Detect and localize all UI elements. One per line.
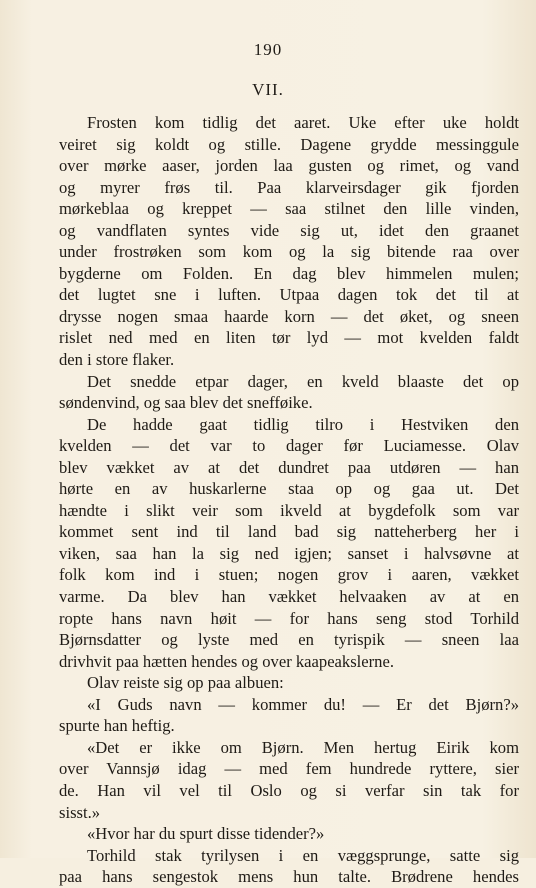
text-line: Torhild stak tyrilysen i en væggsprunge, satte sig (87, 845, 519, 865)
text-line: hændte i slikt veir som ikveld at bygdefolk som var (59, 500, 519, 520)
text-line: viken, saa han la sig ned igjen; sanset i halvsøvne at (59, 543, 519, 563)
text-line: De hadde gaat tidlig tilro i Hestviken den (87, 414, 519, 434)
text-line: «Hvor har du spurt disse tidender?» (87, 824, 325, 844)
text-line: ropte hans navn høit — for hans seng stod Torhild (59, 608, 519, 628)
text-line: kommet sent ind til land bad sig natteherberg her i (59, 522, 519, 542)
text-line: over Vannsjø idag — med fem hundrede ryttere, sier (59, 759, 519, 779)
text-line: Frosten kom tidlig det aaret. Uke efter uke holdt (87, 113, 519, 132)
text-line: det lugtet sne i luften. Utpaa dagen tok det til at (59, 285, 519, 305)
text-line: sisst.» (59, 802, 101, 822)
text-line: Bjørnsdatter og lyste med en tyrispik — sneen laa (59, 630, 519, 650)
text-line: de. Han vil vel til Oslo og si verfar sin tak for (59, 780, 519, 800)
text-line: hørte en av huskarlerne staa op og gaa ut. Det (59, 479, 519, 499)
text-line: drysse nogen smaa haarde korn — det øket, og sneen (59, 306, 519, 326)
text-line: drivhvit paa hætten hendes og over kaapeakslerne. (59, 651, 394, 671)
text-line: spurte han heftig. (59, 716, 175, 736)
text-line: kvelden — det var to dager før Luciamesse. Olav (59, 436, 519, 456)
text-line: søndenvind, og saa blev det snefføike. (59, 393, 313, 413)
text-line: og vandflaten syntes vide sig ut, idet den graanet (59, 220, 519, 240)
text-line: blev vækket av at det dundret paa utdøren — han (59, 457, 519, 477)
text-line: folk kom ind i stuen; nogen grov i aaren, vækket (59, 565, 519, 585)
text-line: Det snedde etpar dager, en kveld blaaste det op (87, 371, 519, 391)
text-line: «I Guds navn — kommer du! — Er det Bjørn?» (87, 694, 519, 714)
page-number: 190 (253, 40, 283, 59)
text-line: Olav reiste sig op paa albuen: (87, 673, 284, 693)
body-text (59, 112, 519, 888)
text-line: mørkeblaa og kreppet — saa stilnet den lille vinden, (59, 199, 519, 219)
text-line: over mørke aaser, jorden laa gusten og rimet, og vand (59, 156, 519, 176)
text-line: paa hans sengestok mens hun talte. Brødrene hendes (59, 867, 519, 887)
text-line: bygderne om Folden. En dag blev himmelen mulen; (59, 263, 519, 283)
text-line: og myrer frøs til. Paa klarveirsdager gik fjorden (59, 177, 519, 197)
text-line: varme. Da blev han vækket helvaaken av at en (59, 587, 519, 607)
text-line: «Det er ikke om Bjørn. Men hertug Eirik kom (87, 737, 519, 757)
text-line: den i store flaker. (59, 350, 175, 370)
text-line: veiret sig koldt og stille. Dagene grydde messinggule (59, 134, 519, 154)
text-line: under frostrøken som kom og la sig bitende raa over (59, 242, 519, 262)
text-line: rislet ned med en liten tør lyd — mot kvelden faldt (59, 328, 519, 348)
chapter-heading: VII. (252, 80, 284, 99)
